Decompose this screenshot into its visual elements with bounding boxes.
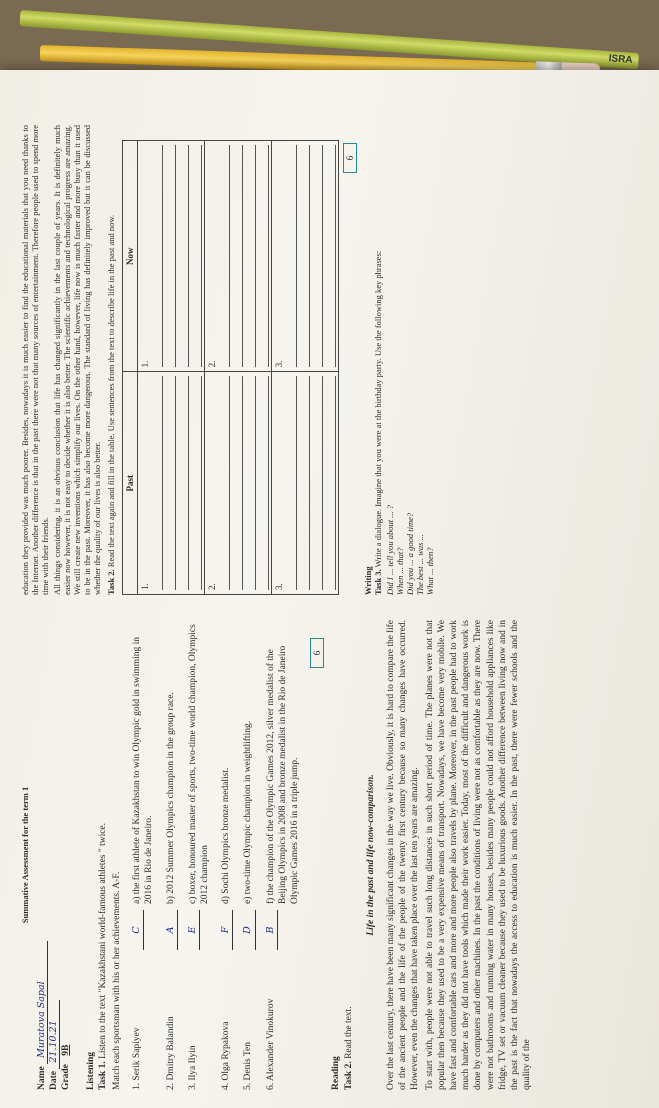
writing-task-label: Task 3. [373, 569, 383, 595]
writing-section [363, 125, 435, 595]
answer-field[interactable]: D [242, 910, 255, 950]
row-number: 2. [207, 360, 217, 368]
achievement-text: the first athlete of Kazakhstan to win Olympic gold in swimming in 2016 in Rio de Janeiro. [132, 636, 155, 904]
key-phrase: Did I ... tell you about ... ? [385, 505, 395, 595]
option-letter: d) [221, 896, 232, 904]
assessment-sheet [0, 70, 659, 1108]
answer-field[interactable]: A [165, 910, 178, 950]
athlete-name: 3. Ilya Ilyin [187, 1045, 198, 1090]
athlete-name: 5. Denis Ten [243, 1042, 254, 1090]
now-cell[interactable] [205, 141, 272, 372]
past-header: Past [123, 372, 138, 595]
row-number: 3. [274, 583, 284, 590]
reading-title: Life in the past and life now-comparison. [365, 774, 376, 936]
left-page [20, 620, 536, 1090]
sheet-title: Summative Assessment for the term 1 [20, 786, 30, 924]
reading-heading: Reading [331, 1056, 342, 1090]
reading-task-label: Task 2. [343, 1061, 354, 1090]
athlete-name: 2. Dmitry Balandin [165, 1016, 176, 1090]
now-cell[interactable] [138, 141, 205, 372]
now-header: Now [123, 141, 138, 372]
listening-heading: Listening [85, 1051, 96, 1090]
matching-row [242, 620, 255, 1090]
listening-task-text: Listen to the text "Kazakhstani world-famous athletes " twice. [97, 822, 108, 1059]
option-letter: a) [132, 896, 143, 904]
listening-score-box: 6 [310, 638, 324, 668]
past-cell[interactable] [272, 372, 339, 595]
athlete-name: 1. Serik Sapiyev [132, 1027, 143, 1090]
answer-field[interactable]: E [187, 910, 200, 950]
achievement-text: the champion of the Olympic Games 2012, silver medalist of the Beijing Olympics in 2008 and bronze medalist in the Rio de Janeiro Olympic Games 2016 in a triple jump. [265, 645, 301, 904]
option-letter: c) [187, 896, 198, 904]
matching-row [187, 620, 211, 1090]
matching-row [165, 620, 178, 1090]
key-phrase: What ... then? [425, 547, 435, 595]
answer-field[interactable]: C [131, 910, 144, 950]
row-number: 3. [274, 360, 284, 368]
key-phrase: Did you ... a good time? [405, 512, 415, 595]
listening-instruction: Match each sportsman with his or her achievements. A-F. [112, 871, 123, 1090]
key-phrases [385, 125, 435, 595]
past-now-table [122, 140, 339, 595]
name-label: Name [37, 1066, 47, 1090]
past-cell[interactable] [138, 372, 205, 595]
reading-task2-label: Task 2. [106, 569, 116, 595]
matching-row [220, 620, 233, 1090]
row-number: 1. [140, 360, 150, 368]
student-info [36, 620, 73, 1090]
matching-row [265, 620, 302, 1090]
reading-section [330, 620, 533, 1090]
key-phrase: When ... that? [395, 547, 405, 595]
reading-task2-text: Read the text again and fill in the table. Use sentences from the text to describe life in the past and now. [106, 214, 116, 568]
reading-paragraph: Over the last century, there have been many significant changes in the way we live. Obviously, it is hard to compare the life of the ancient people and the life of the people of the twenty first century because so many changes have occurred. However, even the changes that have taken place over the last ten years are amazing. [386, 620, 421, 1090]
answer-field[interactable]: B [265, 910, 278, 950]
past-cell[interactable] [205, 372, 272, 595]
achievement-text: boxer, honoured master of sports, two-time world champion, Olympics 2012 champion [187, 624, 211, 904]
achievement-text: two-time Olympic champion in weightlifting. [243, 720, 254, 895]
grade-value: 9B [61, 1044, 72, 1056]
answer-field[interactable]: F [220, 910, 233, 950]
reading-score-box: 6 [343, 143, 357, 173]
table-row [138, 141, 205, 595]
now-cell[interactable] [272, 141, 339, 372]
name-value: Muratova Sapal [36, 941, 48, 1064]
rotated-sheet-content [10, 100, 650, 1100]
option-letter: b) [165, 896, 176, 904]
writing-heading: Writing [363, 566, 373, 595]
listening-section [85, 620, 325, 1090]
writing-task-text: Write a dialogue. Imagine that you were at the birthday party. Use the following key phrases: [373, 250, 383, 568]
matching-row [131, 620, 155, 1090]
right-page [20, 125, 435, 595]
reading-paragraph: To start with, people were not able to travel such long distances in such short period of time. The planes were not that popular then because they used to be a very expensive means of transport. Nowadays, we have become very mobile. We have fast and comfortable cars and more and more people also travels by plane. Moreover, in the past people had to work much harder as they did not have tools which made their work easier. Today, most of the difficult and dangerous work is done by computers and other machines. In the past the conditions of living were not as comfortable as they are now. There were not bathrooms and running water in many houses, besides many people could not afford household appliances like fridge, TV set or vacuum cleaner because they used to be luxurious goods. Another difference between living now and in the past is the fact that nowadays the access to education is much easier. In the past, there were fewer schools and the quality of the [424, 620, 533, 1090]
row-number: 2. [207, 583, 217, 590]
table-row [205, 141, 272, 595]
reading-task-text: Read the text. [343, 1006, 354, 1059]
achievement-text: Sochi Olympics bronze medalist. [221, 767, 232, 894]
date-label: Date [49, 1071, 60, 1090]
matching-list [131, 620, 301, 1090]
grade-label: Grade [61, 1064, 72, 1090]
option-letter: e) [243, 896, 254, 904]
reading-continuation: education they provided was much poorer. Besides, nowadays it is much easier to find the educational materials that you need thanks to the Internet. Another difference is that in the past there were not that many sources of entertainment. Therefore people used to spend more time with their friends. [20, 125, 50, 595]
listening-task-label: Task 1. [97, 1061, 108, 1090]
reading-continuation: All things considering, it is an obvious conclusion that life has changed significantly in the last couple of years. It is definitely much easier now however, it is not easy to decide whether it is also better. The scientific achievements and technological progress are amazing. We still create new inventions which simplify our lives. On the other hand, however, life now is much faster and more busy than it used to be in the past. Moreover, it has also become more dangerous. The standard of living has definitely improved but it can be discussed whether the quality of our lives is also better. [52, 125, 102, 595]
athlete-name: 6. Alexander Vinokurov [265, 998, 276, 1090]
achievement-text: 2012 Summer Olympics champion in the group race. [165, 692, 176, 894]
row-number: 1. [140, 583, 150, 590]
pencil-brand-text: ISRA [608, 53, 633, 66]
table-row [272, 141, 339, 595]
option-letter: f) [265, 897, 276, 904]
athlete-name: 4. Olga Rypakova [221, 1021, 232, 1090]
key-phrase: The best ... was ... [415, 534, 425, 595]
date-value: 21.10.21 [48, 1000, 60, 1068]
